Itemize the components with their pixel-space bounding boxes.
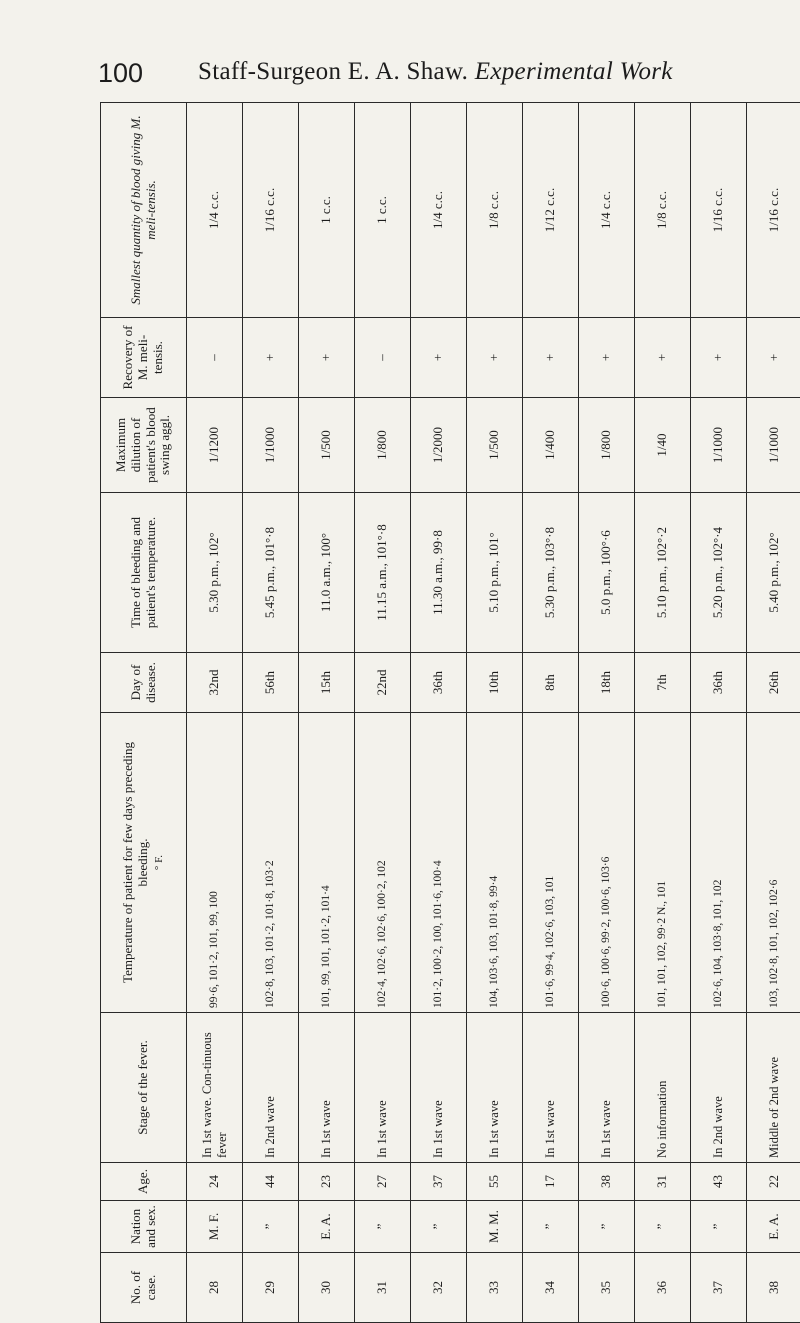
header-dilution: Maximum dilution of patient's blood swing aggl.: [101, 398, 187, 493]
cell-max-dilution: 1/500: [299, 398, 355, 493]
cell-day-of-disease: 22nd: [355, 653, 411, 713]
cell-stage: In 1st wave: [579, 1013, 635, 1163]
cell-recovery: +: [579, 318, 635, 398]
cell-nation-sex: M. F.: [187, 1201, 243, 1253]
cell-case-number: 32: [411, 1253, 467, 1323]
cell-stage: In 2nd wave: [243, 1013, 299, 1163]
cell-nation-sex: ”: [691, 1201, 747, 1253]
cell-recovery: +: [747, 318, 800, 398]
cell-temperatures: 101·6, 99·4, 102·6, 103, 101: [523, 713, 579, 1013]
cell-smallest-quantity: 1/12 c.c.: [523, 103, 579, 318]
cell-age: 37: [411, 1163, 467, 1201]
cell-temperatures: 99·6, 101·2, 101, 99, 100: [187, 713, 243, 1013]
cell-case-number: 35: [579, 1253, 635, 1323]
table-row: [299, 103, 355, 1323]
cell-smallest-quantity: 1/4 c.c.: [411, 103, 467, 318]
agglutination-table: [100, 102, 800, 1323]
cell-temperatures: 102·4, 102·6, 102·6, 100·2, 102: [355, 713, 411, 1013]
header-quantity: Smallest quantity of blood giving M. meli-tensis.: [101, 103, 187, 318]
cell-temperatures: 103, 102·8, 101, 102, 102·6: [747, 713, 800, 1013]
running-head-author: Staff-Surgeon E. A. Shaw.: [198, 58, 475, 85]
cell-smallest-quantity: 1/8 c.c.: [467, 103, 523, 318]
cell-bleeding-time: 5.0 p.m., 100°·6: [579, 493, 635, 653]
cell-day-of-disease: 15th: [299, 653, 355, 713]
cell-recovery: +: [523, 318, 579, 398]
cell-case-number: 37: [691, 1253, 747, 1323]
cell-case-number: 28: [187, 1253, 243, 1323]
cell-smallest-quantity: 1/8 c.c.: [635, 103, 691, 318]
header-bleeding: Time of bleeding and patient's temperature.: [101, 493, 187, 653]
cell-nation-sex: E. A.: [299, 1201, 355, 1253]
cell-case-number: 34: [523, 1253, 579, 1323]
cell-stage: In 1st wave: [467, 1013, 523, 1163]
cell-bleeding-time: 5.10 p.m., 101°: [467, 493, 523, 653]
cell-stage: Middle of 2nd wave: [747, 1013, 800, 1163]
page-header: [0, 0, 800, 100]
header-nation-sex: Nation and sex.: [101, 1201, 187, 1253]
cell-max-dilution: 1/40: [635, 398, 691, 493]
cell-day-of-disease: 56th: [243, 653, 299, 713]
cell-bleeding-time: 11.30 a.m., 99·8: [411, 493, 467, 653]
table-row: [747, 103, 800, 1323]
table-row: [355, 103, 411, 1323]
cell-recovery: –: [187, 318, 243, 398]
header-stage: Stage of the fever.: [101, 1013, 187, 1163]
header-case-number: No. of case.: [101, 1253, 187, 1323]
cell-stage: In 1st wave: [411, 1013, 467, 1163]
cell-temperatures: 100·6, 100·6, 99·2, 100·6, 103·6: [579, 713, 635, 1013]
cell-recovery: +: [411, 318, 467, 398]
cell-age: 55: [467, 1163, 523, 1201]
cell-day-of-disease: 10th: [467, 653, 523, 713]
data-table-rotated: [100, 103, 790, 1323]
cell-bleeding-time: 5.10 p.m., 102°·2: [635, 493, 691, 653]
cell-temperatures: 102·8, 103, 101·2, 101·8, 103·2: [243, 713, 299, 1013]
cell-case-number: 33: [467, 1253, 523, 1323]
cell-bleeding-time: 5.30 p.m., 103°·8: [523, 493, 579, 653]
cell-age: 22: [747, 1163, 800, 1201]
cell-temperatures: 101, 101, 102, 99·2 N., 101: [635, 713, 691, 1013]
cell-bleeding-time: 5.40 p.m., 102°: [747, 493, 800, 653]
cell-day-of-disease: 36th: [411, 653, 467, 713]
cell-smallest-quantity: 1 c.c.: [299, 103, 355, 318]
page-number: 100: [98, 58, 144, 88]
cell-max-dilution: 1/1200: [187, 398, 243, 493]
cell-bleeding-time: 11.0 a.m., 100°: [299, 493, 355, 653]
header-recovery: Recovery of M. meli-tensis.: [101, 318, 187, 398]
cell-nation-sex: ”: [243, 1201, 299, 1253]
cell-stage: No information: [635, 1013, 691, 1163]
cell-max-dilution: 1/1000: [691, 398, 747, 493]
cell-temperatures: 101·2, 100·2, 100, 101·6, 100·4: [411, 713, 467, 1013]
cell-recovery: +: [243, 318, 299, 398]
cell-stage: In 1st wave: [355, 1013, 411, 1163]
cell-case-number: 31: [355, 1253, 411, 1323]
cell-smallest-quantity: 1 c.c.: [355, 103, 411, 318]
cell-day-of-disease: 18th: [579, 653, 635, 713]
cell-stage: In 1st wave: [523, 1013, 579, 1163]
cell-max-dilution: 1/1000: [747, 398, 800, 493]
cell-bleeding-time: 5.20 p.m., 102°·4: [691, 493, 747, 653]
cell-bleeding-time: 11.15 a.m., 101°·8: [355, 493, 411, 653]
cell-temperatures: 104, 103·6, 103, 101·8, 99·4: [467, 713, 523, 1013]
cell-recovery: +: [635, 318, 691, 398]
cell-temperatures: 102·6, 104, 103·8, 101, 102: [691, 713, 747, 1013]
cell-case-number: 36: [635, 1253, 691, 1323]
cell-day-of-disease: 32nd: [187, 653, 243, 713]
cell-case-number: 38: [747, 1253, 800, 1323]
cell-day-of-disease: 36th: [691, 653, 747, 713]
table-row: [467, 103, 523, 1323]
cell-recovery: +: [299, 318, 355, 398]
table-row: [523, 103, 579, 1323]
cell-nation-sex: E. A.: [747, 1201, 800, 1253]
cell-smallest-quantity: 1/4 c.c.: [187, 103, 243, 318]
table-row: [187, 103, 243, 1323]
table-body: [187, 103, 800, 1323]
cell-nation-sex: ”: [355, 1201, 411, 1253]
cell-age: 31: [635, 1163, 691, 1201]
cell-age: 24: [187, 1163, 243, 1201]
cell-max-dilution: 1/800: [579, 398, 635, 493]
header-temperatures: [101, 713, 187, 1013]
cell-day-of-disease: 8th: [523, 653, 579, 713]
table-row: [691, 103, 747, 1323]
cell-stage: In 2nd wave: [691, 1013, 747, 1163]
cell-day-of-disease: 7th: [635, 653, 691, 713]
cell-nation-sex: ”: [635, 1201, 691, 1253]
temperature-unit: ° F.: [152, 854, 165, 871]
table-header-row: [101, 103, 187, 1323]
cell-smallest-quantity: 1/16 c.c.: [691, 103, 747, 318]
cell-stage: In 1st wave: [299, 1013, 355, 1163]
cell-stage: In 1st wave. Con-tinuous fever: [187, 1013, 243, 1163]
cell-recovery: +: [691, 318, 747, 398]
cell-case-number: 29: [243, 1253, 299, 1323]
cell-smallest-quantity: 1/4 c.c.: [579, 103, 635, 318]
header-temperatures-label: Temperature of patient for few days preceding bleeding.: [120, 742, 151, 983]
table-row: [579, 103, 635, 1323]
cell-day-of-disease: 26th: [747, 653, 800, 713]
cell-age: 43: [691, 1163, 747, 1201]
cell-nation-sex: ”: [579, 1201, 635, 1253]
cell-age: 17: [523, 1163, 579, 1201]
cell-age: 44: [243, 1163, 299, 1201]
cell-max-dilution: 1/1000: [243, 398, 299, 493]
cell-smallest-quantity: 1/16 c.c.: [243, 103, 299, 318]
cell-age: 27: [355, 1163, 411, 1201]
cell-bleeding-time: 5.30 p.m., 102°: [187, 493, 243, 653]
cell-age: 23: [299, 1163, 355, 1201]
header-day: Day of disease.: [101, 653, 187, 713]
cell-smallest-quantity: 1/16 c.c.: [747, 103, 800, 318]
table-row: [411, 103, 467, 1323]
running-head: [198, 58, 673, 86]
cell-nation-sex: ”: [411, 1201, 467, 1253]
cell-max-dilution: 1/2000: [411, 398, 467, 493]
cell-case-number: 30: [299, 1253, 355, 1323]
cell-temperatures: 101, 99, 101, 101·2, 101·4: [299, 713, 355, 1013]
cell-nation-sex: ”: [523, 1201, 579, 1253]
table-row: [635, 103, 691, 1323]
cell-nation-sex: M. M.: [467, 1201, 523, 1253]
cell-max-dilution: 1/800: [355, 398, 411, 493]
cell-bleeding-time: 5.45 p.m., 101°·8: [243, 493, 299, 653]
cell-recovery: +: [467, 318, 523, 398]
table-row: [243, 103, 299, 1323]
running-head-title: Experimental Work: [474, 58, 673, 85]
cell-max-dilution: 1/400: [523, 398, 579, 493]
cell-recovery: –: [355, 318, 411, 398]
header-age: Age.: [101, 1163, 187, 1201]
cell-age: 38: [579, 1163, 635, 1201]
cell-max-dilution: 1/500: [467, 398, 523, 493]
